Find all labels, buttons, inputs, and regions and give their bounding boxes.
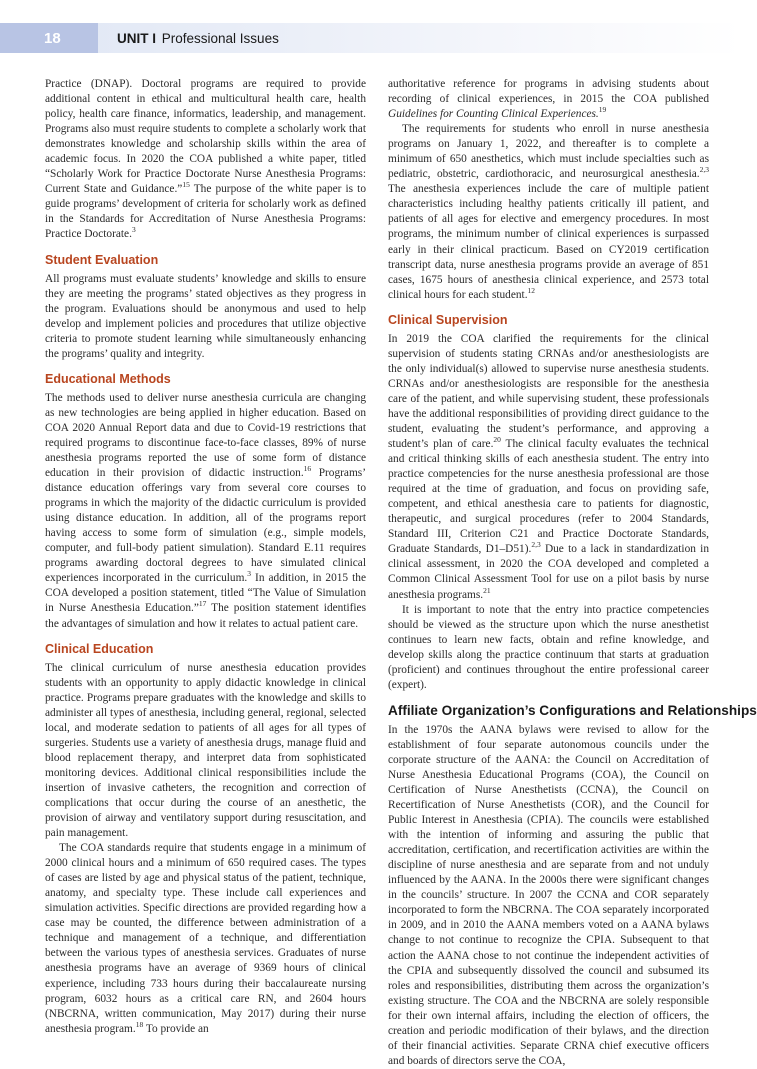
- paragraph: authoritative reference for programs in advising students about recording of clinical experiences, in 2015 the COA published Guidelines for Counting Clinical Experiences.$^{19}$: [388, 78, 709, 121]
- running-head: [117, 31, 279, 46]
- heading-student-evaluation: Student Evaluation: [45, 252, 159, 267]
- citation: 20: [493, 435, 501, 445]
- citation: 21: [483, 585, 491, 595]
- citation: 16: [303, 464, 312, 474]
- paragraph: It is important to note that the entry into practice competencies should be viewed as the structure upon which the nurse anesthetist continues to learn new facts, obtain and refine knowledge, and develop skills along the practice continuum that starts at graduation (proficient) and continues throughout the entire professional career (expert).: [388, 603, 709, 691]
- page-number: 18: [44, 30, 61, 47]
- citation: 18: [135, 1019, 144, 1029]
- citation: 19: [598, 105, 607, 115]
- unit-label: UNIT I: [117, 31, 156, 46]
- citation: 12: [527, 285, 536, 295]
- paragraph: The methods used to deliver nurse anesthesia curricula are changing as new technologies are being applied in higher education. Based on COA 2020 Annual Report data and due to Covid-19 restrictions that required programs to discontinue face-to-face classes, 89% of nurse anesthesia programs reported the use of some form of distance education in their provision of didactic instruction.$^{16}$ Programs’ distance education offerings vary from several core courses to programs in which the majority of the didactic curriculum is provided using distance education. In addition, all of the programs report having access to some form of simulation (e.g., simple models, computer, and full-body patient simulation). Standard E.11 requires programs awarding doctoral degrees to have simulated clinical experiences incorporated in the curriculum.$^3$ In addition, in 2015 the COA developed a position statement, titled “The Value of Simulation in Nurse Anesthesia Education.”$^{17}$ The position statement identifies the advantages of simulation and how it relates to actual patient care.: [45, 391, 367, 630]
- citation: 2,3: [531, 540, 541, 550]
- citation: 3: [247, 569, 252, 579]
- citation: 15: [182, 180, 190, 190]
- paragraph: The clinical curriculum of nurse anesthesia education provides students with an opportunity to apply didactic knowledge in clinical practice. Programs prepare graduates with the knowledge and skills to administer all types of anesthesia, including general, regional, selected local, and moderate sedation to patients of all ages for all types of surgeries. Students use a variety of anesthesia drugs, manage fluid and blood replacement therapy, and interpret data from sophisticated monitoring devices. Additional clinical responsibilities include the insertion of invasive catheters, the recognition and correction of complications that occur during the course of an anesthetic, the provision of airway and ventilatory support during resuscitation, and pain management.: [45, 661, 366, 840]
- heading-educational-methods: Educational Methods: [45, 371, 171, 386]
- citation: 3: [131, 225, 136, 235]
- left-column: [45, 77, 366, 1037]
- paragraph: In 2019 the COA clarified the requirements for the clinical supervision of students stating CRNAs and/or anesthesiologists are the only individual(s) allowed to supervise nurse anesthesia students. CRNAs and/or anesthesiologists are responsible for the anesthesia care of the patient, and while supervising student, these professionals have the additional responsibilities of providing direct guidance to the student, evaluating the student’s performance, and approving a student’s plan of care.$^{20}$ The clinical faculty evaluates the technical and critical thinking skills of each anesthesia student. The entry into practice competencies for the nurse anesthesia professional are those required at the time of graduation, and focus on providing safe, competent, and ethical anesthesia care to patients for diagnostic, therapeutic, and surgical procedures (refer to 2004 Standards, Standard III, Criterion C21 and Practice Doctorate Standards, Graduate Standards, D1–D51).$^{2,3}$ Due to a lack in standardization in clinical assessment, in 2020 the COA developed and completed a Common Clinical Assessment Tool for use on a pilot basis by nurse anesthesia programs.$^{21}$: [388, 332, 709, 601]
- right-column: [388, 77, 757, 1069]
- citation: 17: [198, 599, 207, 609]
- paragraph: Practice (DNAP). Doctoral programs are required to provide additional content in ethical and multicultural health care, health policy, health care finance, informatics, leadership, and management. Programs also must require students to complete a scholarly work that demonstrates knowledge and scholarship skills within the area of academic focus. In 2020 the COA published a white paper, titled “Scholarly Work for Practice Doctorate Nurse Anesthesia Programs: Current State and Guidance.”$^{15}$ The purpose of the white paper is to guide programs’ development of criteria for scholarly work as defined in the Standards for Accreditation of Nurse Anesthesia Programs: Practice Doctorate.$^3$: [45, 78, 366, 241]
- paragraph: The requirements for students who enroll in nurse anesthesia programs on January 1, 2022, and thereafter is to complete a minimum of 650 anesthetics, which must include specialties such as pediatric, obstetric, cardiothoracic, and neurosurgical anesthesia.$^{2,3}$ The anesthesia experiences include the care of multiple patient characteristics including healthy patients critically ill patient, and patients of all ages for elective and emergency procedures. In most programs, the minimum number of clinical experiences is surpassed early in their clinical practicum. Based on CY2019 certification transcript data, nurse anesthesia programs provide an average of 851 cases, 1675 hours of anesthesia clinical experience, and 2573 total clinical hours for each student.$^{12}$: [388, 123, 709, 301]
- citation: 2,3: [699, 165, 709, 175]
- paragraph: The COA standards require that students engage in a minimum of 2000 clinical hours and a minimum of 650 required cases. The types of cases are listed by age and physical status of the patient, technique, anatomy, and specialty type. These include call experiences and simulation activities. Specific directions are provided regarding how a case may be counted, the difference between administration of a technique and management of a technique, and differentiation between the various types of anesthesia services. Graduates of nurse anesthesia programs have an average of 9369 hours of clinical experience, including 733 hours during their baccalaureate nursing program, 6032 hours as a critical care RN, and 2604 hours (NBCRNA, written communication, May 2017) during their nurse anesthesia program.$^{18}$ To provide an: [45, 842, 366, 1035]
- heading-affiliate-organizations: Affiliate Organization’s Configurations and Relationships: [388, 702, 757, 718]
- heading-clinical-supervision: Clinical Supervision: [388, 312, 508, 327]
- unit-topic: Professional Issues: [161, 31, 279, 46]
- paragraph: In the 1970s the AANA bylaws were revised to allow for the establishment of four separate autonomous councils under the corporate structure of the AANA: the Council on Accreditation of Nurse Anesthesia Educational Programs (COA), the Council on Certification of Nurse Anesthetists (CCNA), the Council on Recertification of Nurse Anesthetists (COR), and the Council for Public Interest in Anesthesia (CPIA). The councils were established with the intention of informing and assuring the public that accreditation, certification, and recertification activities are within the discipline of nurse anesthesia and are separate from and not unduly influenced by the AANA. In the 2000s there were significant changes in the councils’ structure. In 2007 the CCNA and COR separately incorporated to form the NBCRNA. The COA separately incorporated in 2009, and in 2010 the AANA members voted on a AANA bylaws change to not continue to recognize the CPIA. Subsequent to that action the AANA chose to not continue the independent activities of the CPIA and subsequently dissolved the council and subsumed its roles and responsibilities, distributing them across the organization’s existing structure. The COA and the NBCRNA are solely responsible for their own internal affairs, including the election of officers, the creation and periodic modification of their bylaws, and the direction of their financial activities. Separate CRNA chief executive officers and boards of directors serve the COA,: [388, 723, 709, 1067]
- heading-clinical-education: Clinical Education: [45, 641, 154, 656]
- header-band: [0, 23, 741, 53]
- paragraph: All programs must evaluate students’ knowledge and skills to ensure they are meeting the programs’ stated objectives as they progress in the program. Evaluations should be anonymous and used to help develop and implement policies and procedures that utilize objective criteria to promote student learning while simultaneously enhancing the programs’ quality and integrity.: [45, 272, 366, 360]
- publication-title: Guidelines for Counting Clinical Experiences.: [388, 108, 599, 121]
